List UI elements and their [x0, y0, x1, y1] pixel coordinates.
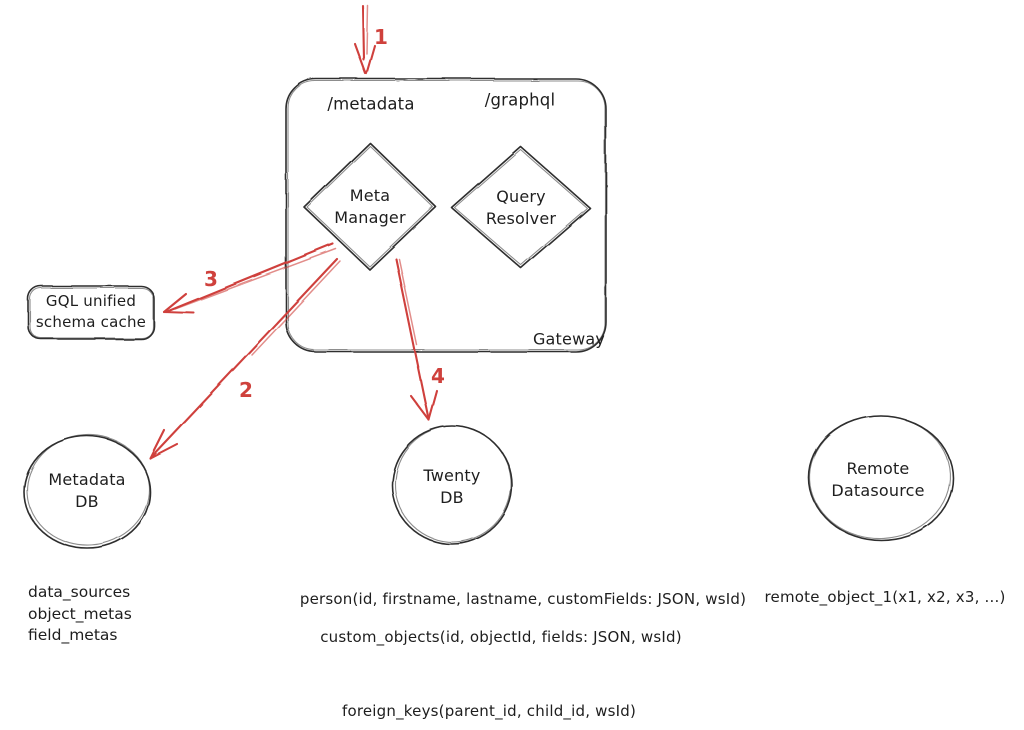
- gateway-label: Gateway: [532, 329, 606, 349]
- query-resolver-label-line2: Resolver: [485, 209, 557, 228]
- foreign-keys-schema-text: foreign_keys(parent_id, child_id, wsId): [341, 702, 637, 720]
- arrow-3-number: 3: [204, 267, 218, 291]
- metadata-db-tables: [28, 582, 132, 647]
- custom-objects-schema-text: custom_objects(id, objectId, fields: JSON, wsId): [320, 628, 682, 646]
- person-schema-text: person(id, firstname, lastname, customFields: JSON, wsId): [299, 590, 747, 608]
- metadata-db-label-line2: DB: [75, 492, 99, 511]
- meta-manager-label: [334, 185, 406, 229]
- arrow-1-number: 1: [374, 25, 388, 49]
- route-graphql-label: /graphql: [484, 90, 556, 110]
- route-metadata-label: /metadata: [327, 94, 415, 114]
- arrow-3: [164, 244, 336, 313]
- metadata-db-table-item: object_metas: [28, 604, 132, 623]
- metadata-db-label-line1: Metadata: [48, 470, 126, 489]
- metadata-db-label: [48, 469, 125, 513]
- metadata-db-table-item: field_metas: [28, 626, 118, 644]
- meta-manager-label-line1: Meta: [349, 186, 391, 205]
- query-resolver-label-line1: Query: [496, 187, 546, 206]
- query-resolver-label: [486, 186, 556, 230]
- meta-manager-label-line2: Manager: [334, 208, 406, 227]
- remote-datasource-label-line2: Datasource: [831, 481, 925, 500]
- twenty-db-label-line2: DB: [440, 488, 464, 507]
- arrow-4: [396, 259, 437, 420]
- twenty-db-label-line1: Twenty: [423, 466, 481, 485]
- schema-cache-label: [36, 291, 146, 333]
- twenty-db-label: [423, 465, 480, 509]
- remote-object-schema-text: remote_object_1(x1, x2, x3, ...): [764, 588, 1006, 606]
- arrow-2: [150, 259, 340, 458]
- arrow-2-number: 2: [239, 378, 253, 402]
- metadata-db-table-item: data_sources: [28, 583, 131, 601]
- remote-datasource-label-line1: Remote: [846, 459, 910, 478]
- schema-cache-label-line2: schema cache: [35, 313, 147, 331]
- arrow-1: [355, 6, 375, 74]
- arrow-4-number: 4: [431, 364, 445, 388]
- remote-datasource-label: [831, 458, 924, 502]
- schema-cache-label-line1: GQL unified: [45, 292, 137, 310]
